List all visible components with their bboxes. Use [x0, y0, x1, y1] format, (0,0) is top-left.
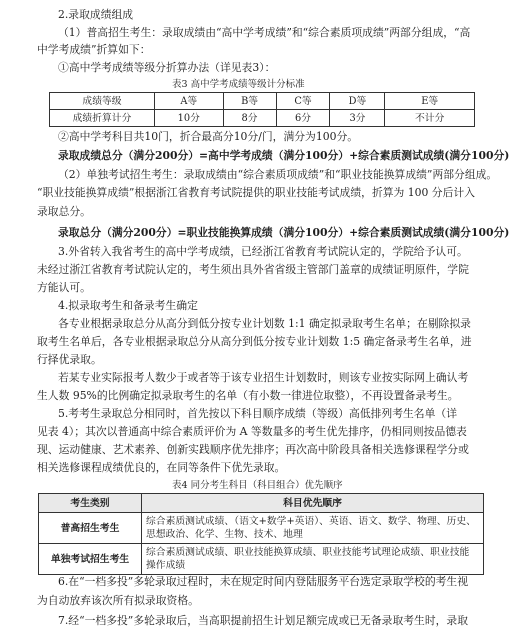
table3-score-cell: 不计分 — [385, 110, 475, 127]
table4-order: 综合素质测试成绩、（语文+数学+英语）、英语、语文、数学、物理、历史、思想政治、化学、生物、技术、地理 — [142, 513, 484, 544]
para-line: 现、运动健康、艺术素养、创新实践顺序优先排序；再次高中阶段具备相关选修课程学分或 — [37, 443, 469, 456]
table3-header-label: 成绩等级 — [50, 93, 155, 110]
table4-row — [39, 513, 484, 544]
para-line: “职业技能换算成绩”根据浙江省教育考试院提供的职业技能考试成绩，折算为 100 分后计入 — [37, 186, 475, 199]
table4-row — [39, 544, 484, 575]
heading-4: 4.拟录取考生和备录考生确定 — [58, 299, 198, 312]
para-line: 6.在“一档多投”多轮录取过程时，未在规定时间内登陆服务平台选定录取学校的考生视 — [58, 575, 469, 588]
para-line: 中学考成绩”折算如下： — [37, 43, 151, 56]
table3-score-cell: 10分 — [155, 110, 224, 127]
table3-score-cell: 8分 — [223, 110, 276, 127]
table4-col-header: 科目优先顺序 — [142, 494, 484, 513]
table4-col-header: 考生类别 — [39, 494, 142, 513]
para-line: 为自动放弃该次所有拟录取资格。 — [37, 594, 199, 607]
table3-caption: 表3 高中学考成绩等级计分标准 — [172, 79, 305, 90]
para-line: 相关选修课程成绩优良的，在同等条件下优先录取。 — [37, 461, 286, 474]
table4-order: 综合素质测试成绩、职业技能换算成绩、职业技能考试理论成绩、职业技能操作成绩 — [142, 544, 484, 575]
table3-score-cell: 3分 — [330, 110, 385, 127]
table4 — [38, 493, 484, 575]
table3-grade-cell: E等 — [385, 93, 475, 110]
para-line: 各专业根据录取总分从高分到低分按专业计划数 1:1 确定拟录取考生名单；在剔除拟录 — [58, 317, 471, 330]
para-line: 取考生名单后，各专业根据录取总分从高分到低分按专业计划数 1:5 确定备录考生名单，进 — [37, 335, 472, 348]
table4-category: 普高招生考生 — [39, 513, 142, 544]
para-line: 行择优录取。 — [37, 353, 102, 366]
table3-grade-cell: B等 — [223, 93, 276, 110]
para-line: （2）单独考试招生考生：录取成绩由“综合素质项成绩”和“职业技能换算成绩”两部分组成。 — [58, 168, 498, 181]
table3-grade-cell: D等 — [330, 93, 385, 110]
para-line: 方能认可。 — [37, 281, 91, 294]
table4-header-row — [39, 494, 484, 513]
para-line: ①高中学考成绩等级分折算办法（详见表3）： — [58, 61, 276, 74]
para-line: 见表 4）；其次以普通高中综合素质评价为 A 等数量多的考生优先排序，仍相同则按品德表 — [37, 425, 467, 438]
para-line: 7.经“一档多投”多轮录取后，当高职提前招生计划足额完成或已无备录取考生时，录取 — [58, 614, 469, 627]
table4-caption: 表4 同分考生科目（科目组合）优先顺序 — [172, 480, 343, 491]
para-line: 录取总分。 — [37, 205, 91, 218]
para-line: 生人数 95%的比例确定拟录取考生的名单（有小数一律进位取整），不再设置备录考生。 — [37, 389, 459, 402]
para-line: 3.外省转入我省考生的高中学考成绩，已经浙江省教育考试院认定的，学院给予认可。 — [58, 245, 468, 258]
table3-score-cell: 6分 — [276, 110, 330, 127]
table3-grade-cell: C等 — [276, 93, 330, 110]
heading-2: 2.录取成绩组成 — [58, 8, 134, 21]
table3-score-label: 成绩折算计分 — [50, 110, 155, 127]
para-line: ②高中学考科目共10门，折合最高分10分/门，满分为100分。 — [58, 130, 359, 143]
table3-score-row — [50, 110, 475, 127]
formula-line: 录取总分（满分200分）=职业技能换算成绩（满分100分）+综合素质测试成绩(满分100分) — [58, 226, 510, 239]
table3-grade-cell: A等 — [155, 93, 224, 110]
para-line: 若某专业实际报考人数少于或者等于该专业招生计划数时，则该专业按实际网上确认考 — [58, 371, 469, 384]
para-line: 未经过浙江省教育考试院认定的，考生须出具外省省级主管部门盖章的成绩证明原件，学院 — [37, 263, 469, 276]
formula-line: 录取成绩总分（满分200分）=高中学考成绩（满分100分）+综合素质测试成绩(满分100分) — [58, 149, 510, 162]
table3-grade-row — [50, 93, 475, 110]
table3 — [49, 92, 475, 127]
para-line: 5.考考生录取总分相同时，首先按以下科目顺序成绩（等级）高低排列考生名单（详 — [58, 407, 457, 420]
table4-category: 单独考试招生考生 — [39, 544, 142, 575]
para-line: （1）普高招生考生：录取成绩由“高中学考成绩”和“综合素质项成绩”两部分组成，“高 — [58, 26, 471, 39]
